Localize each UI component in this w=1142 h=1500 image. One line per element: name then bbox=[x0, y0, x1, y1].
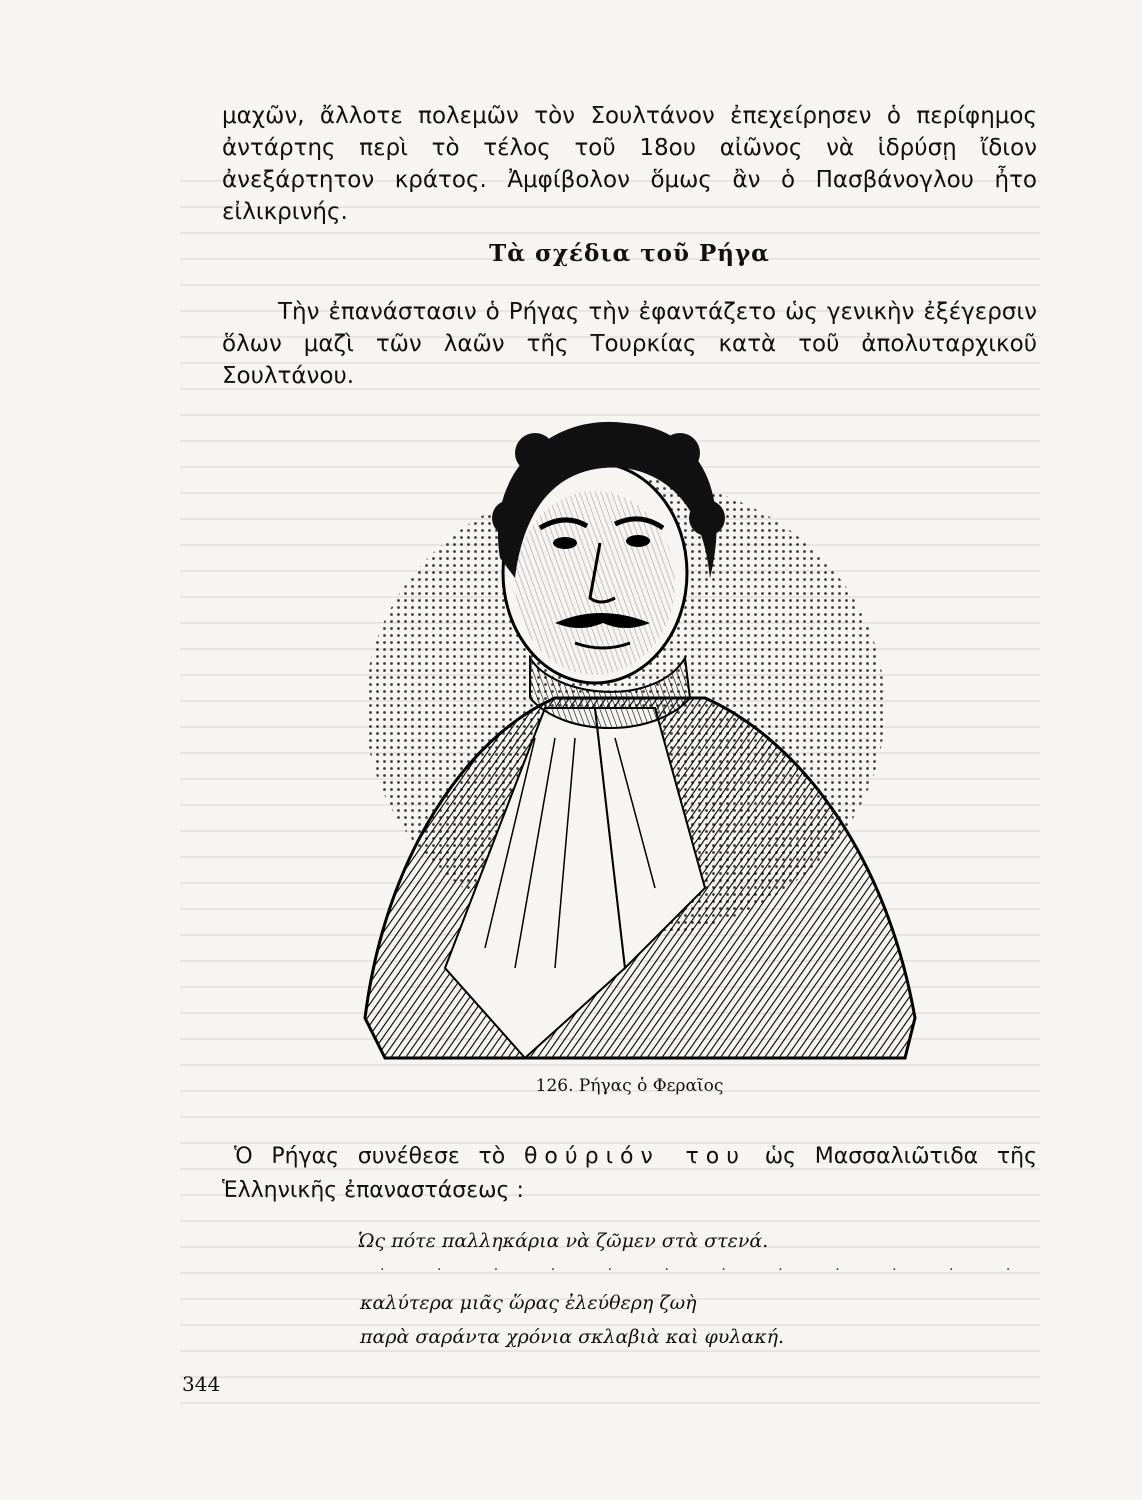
verse-ellipsis-dots: . . . . . . . . . . . . bbox=[380, 1258, 1035, 1274]
thourios-intro-after: ὡς Μασσαλιῶτιδα τῆς Ἑλληνικῆς ἐπαναστάσεως : bbox=[222, 1144, 1037, 1203]
verse-line-2: καλύτερα μιᾶς ὥρας ἐλεύθερη ζωὴ bbox=[360, 1292, 697, 1314]
intro-paragraph: μαχῶν, ἄλλοτε πολεμῶν τὸν Σουλτάνον ἐπεχείρησεν ὁ περίφημος ἀντάρτης περὶ τὸ τέλος τοῦ 18ου αἰῶνος νὰ ἱδρύσῃ ἴδιον ἀνεξάρτητον κράτος. Ἀμφίβολον ὅμως ἂν ὁ Πασβάνογλου ἦτο εἰλικρινής. bbox=[222, 103, 1037, 225]
plans-paragraph: Τὴν ἐπανάστασιν ὁ Ρήγας τὴν ἐφαντάζετο ὡς γενικὴν ἐξέγερσιν ὅλων μαζὶ τῶν λαῶν τῆς Τουρκίας κατὰ τοῦ ἀπολυταρχικοῦ Σουλτάνου. bbox=[222, 299, 1037, 389]
thourios-word: θούριόν του bbox=[523, 1144, 746, 1169]
portrait-engraving bbox=[325, 408, 935, 1068]
thourios-intro-before: Ὁ Ρήγας συνέθεσε τὸ bbox=[234, 1144, 506, 1169]
page-number: 344 bbox=[182, 1372, 221, 1396]
thourios-paragraph bbox=[222, 1140, 1037, 1208]
verse-line-3: παρὰ σαράντα χρόνια σκλαβιὰ καὶ φυλακή. bbox=[360, 1326, 785, 1348]
figure-caption: 126. Ρήγας ὁ Φεραῖος bbox=[535, 1076, 724, 1096]
section-heading: Τὰ σχέδια τοῦ Ρήγα bbox=[489, 240, 770, 267]
verse-line-1: Ὡς πότε παλληκάρια νὰ ζῶμεν στὰ στενά. bbox=[358, 1230, 769, 1252]
